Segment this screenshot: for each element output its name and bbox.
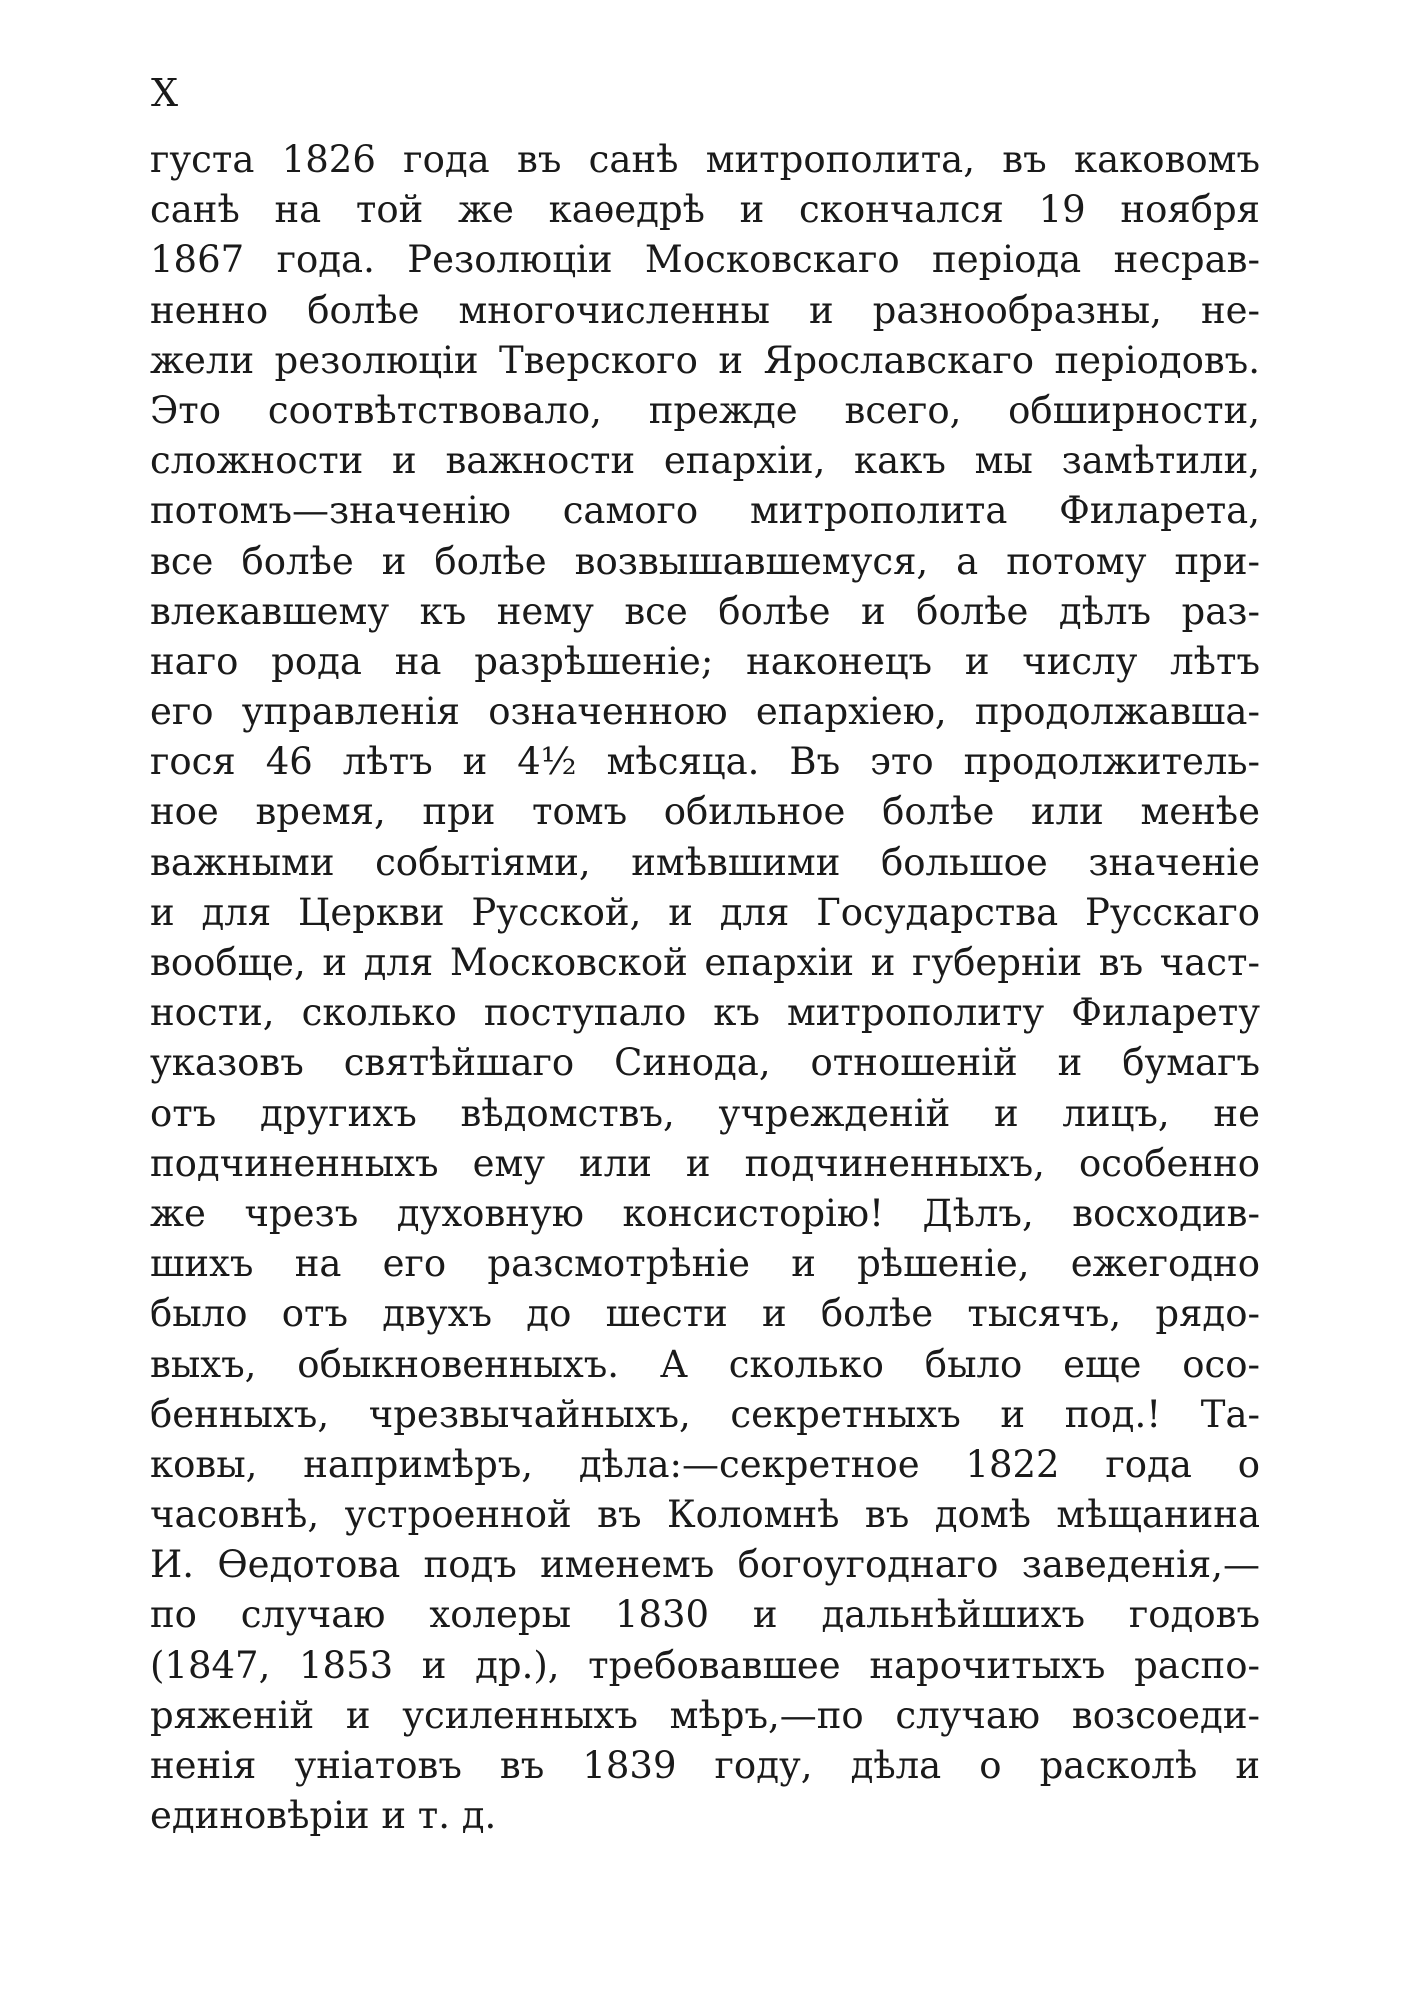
text-line: часовнѣ, устроенной въ Коломнѣ въ домѣ мѣщанина	[150, 1493, 1260, 1537]
text-line: же чрезъ духовную консисторію! Дѣлъ, восходив-	[150, 1191, 1260, 1235]
text-line: и для Церкви Русской, и для Государства Русскаго	[150, 890, 1260, 934]
text-line: ковы, напримѣръ, дѣла:—секретное 1822 года о	[150, 1442, 1260, 1486]
text-line-last: единовѣріи и т. д.	[150, 1794, 497, 1838]
text-line: Это соотвѣтствовало, прежде всего, обширности,	[150, 388, 1260, 432]
text-line: влекавшему къ нему все болѣе и болѣе дѣлъ раз-	[150, 589, 1260, 633]
text-line: его управленія означенною епархіею, продолжавша-	[150, 690, 1260, 734]
text-line: сложности и важности епархіи, какъ мы замѣтили,	[150, 439, 1260, 483]
text-line: по случаю холеры 1830 и дальнѣйшихъ годовъ	[150, 1593, 1260, 1637]
text-line: ненія уніатовъ въ 1839 году, дѣла о расколѣ и	[150, 1744, 1260, 1787]
text-line: гося 46 лѣтъ и 4½ мѣсяца. Въ это продолжитель-	[150, 740, 1260, 784]
text-line: И. Ѳедотова подъ именемъ богоугоднаго заведенія,—	[150, 1543, 1260, 1587]
text-line: ное время, при томъ обильное болѣе или менѣе	[150, 790, 1260, 834]
text-line: потомъ—значенію самого митрополита Филарета,	[150, 489, 1260, 533]
text-line: жели резолюціи Тверского и Ярославскаго періодовъ.	[150, 338, 1260, 382]
text-line: указовъ святѣйшаго Синода, отношеній и бумагъ	[150, 1041, 1260, 1085]
text-line: подчиненныхъ ему или и подчиненныхъ, особенно	[150, 1141, 1260, 1185]
text-line: отъ другихъ вѣдомствъ, учрежденій и лицъ, не	[150, 1091, 1260, 1135]
page-number: X	[151, 71, 180, 115]
text-line: ряженій и усиленныхъ мѣръ,—по случаю возсоеди-	[150, 1693, 1260, 1737]
text-line: густа 1826 года въ санѣ митрополита, въ каковомъ	[150, 138, 1260, 181]
text-line: вообще, и для Московской епархіи и губерніи въ част-	[150, 941, 1260, 984]
text-line: 1867 года. Резолюціи Московскаго періода несрав-	[150, 238, 1260, 282]
text-line: все болѣе и болѣе возвышавшемуся, а потому при-	[150, 539, 1260, 583]
text-line: (1847, 1853 и др.), требовавшее нарочитыхъ распо-	[150, 1643, 1260, 1687]
text-line: важными событіями, имѣвшими большое значеніе	[150, 840, 1260, 884]
text-line: наго рода на разрѣшеніе; наконецъ и числу лѣтъ	[150, 639, 1260, 683]
body-text	[150, 135, 1260, 1841]
text-line: бенныхъ, чрезвычайныхъ, секретныхъ и под.! Та-	[150, 1392, 1260, 1436]
text-line: санѣ на той же каѳедрѣ и скончался 19 ноября	[150, 188, 1260, 232]
text-line: шихъ на его разсмотрѣніе и рѣшеніе, ежегодно	[150, 1242, 1260, 1286]
text-line: ненно болѣе многочисленны и разнообразны, не-	[150, 288, 1260, 332]
text-line: выхъ, обыкновенныхъ. А сколько было еще осо-	[150, 1342, 1260, 1386]
text-line: ности, сколько поступало къ митрополиту Филарету	[150, 991, 1260, 1035]
text-line: было отъ двухъ до шести и болѣе тысячъ, рядо-	[150, 1292, 1260, 1336]
